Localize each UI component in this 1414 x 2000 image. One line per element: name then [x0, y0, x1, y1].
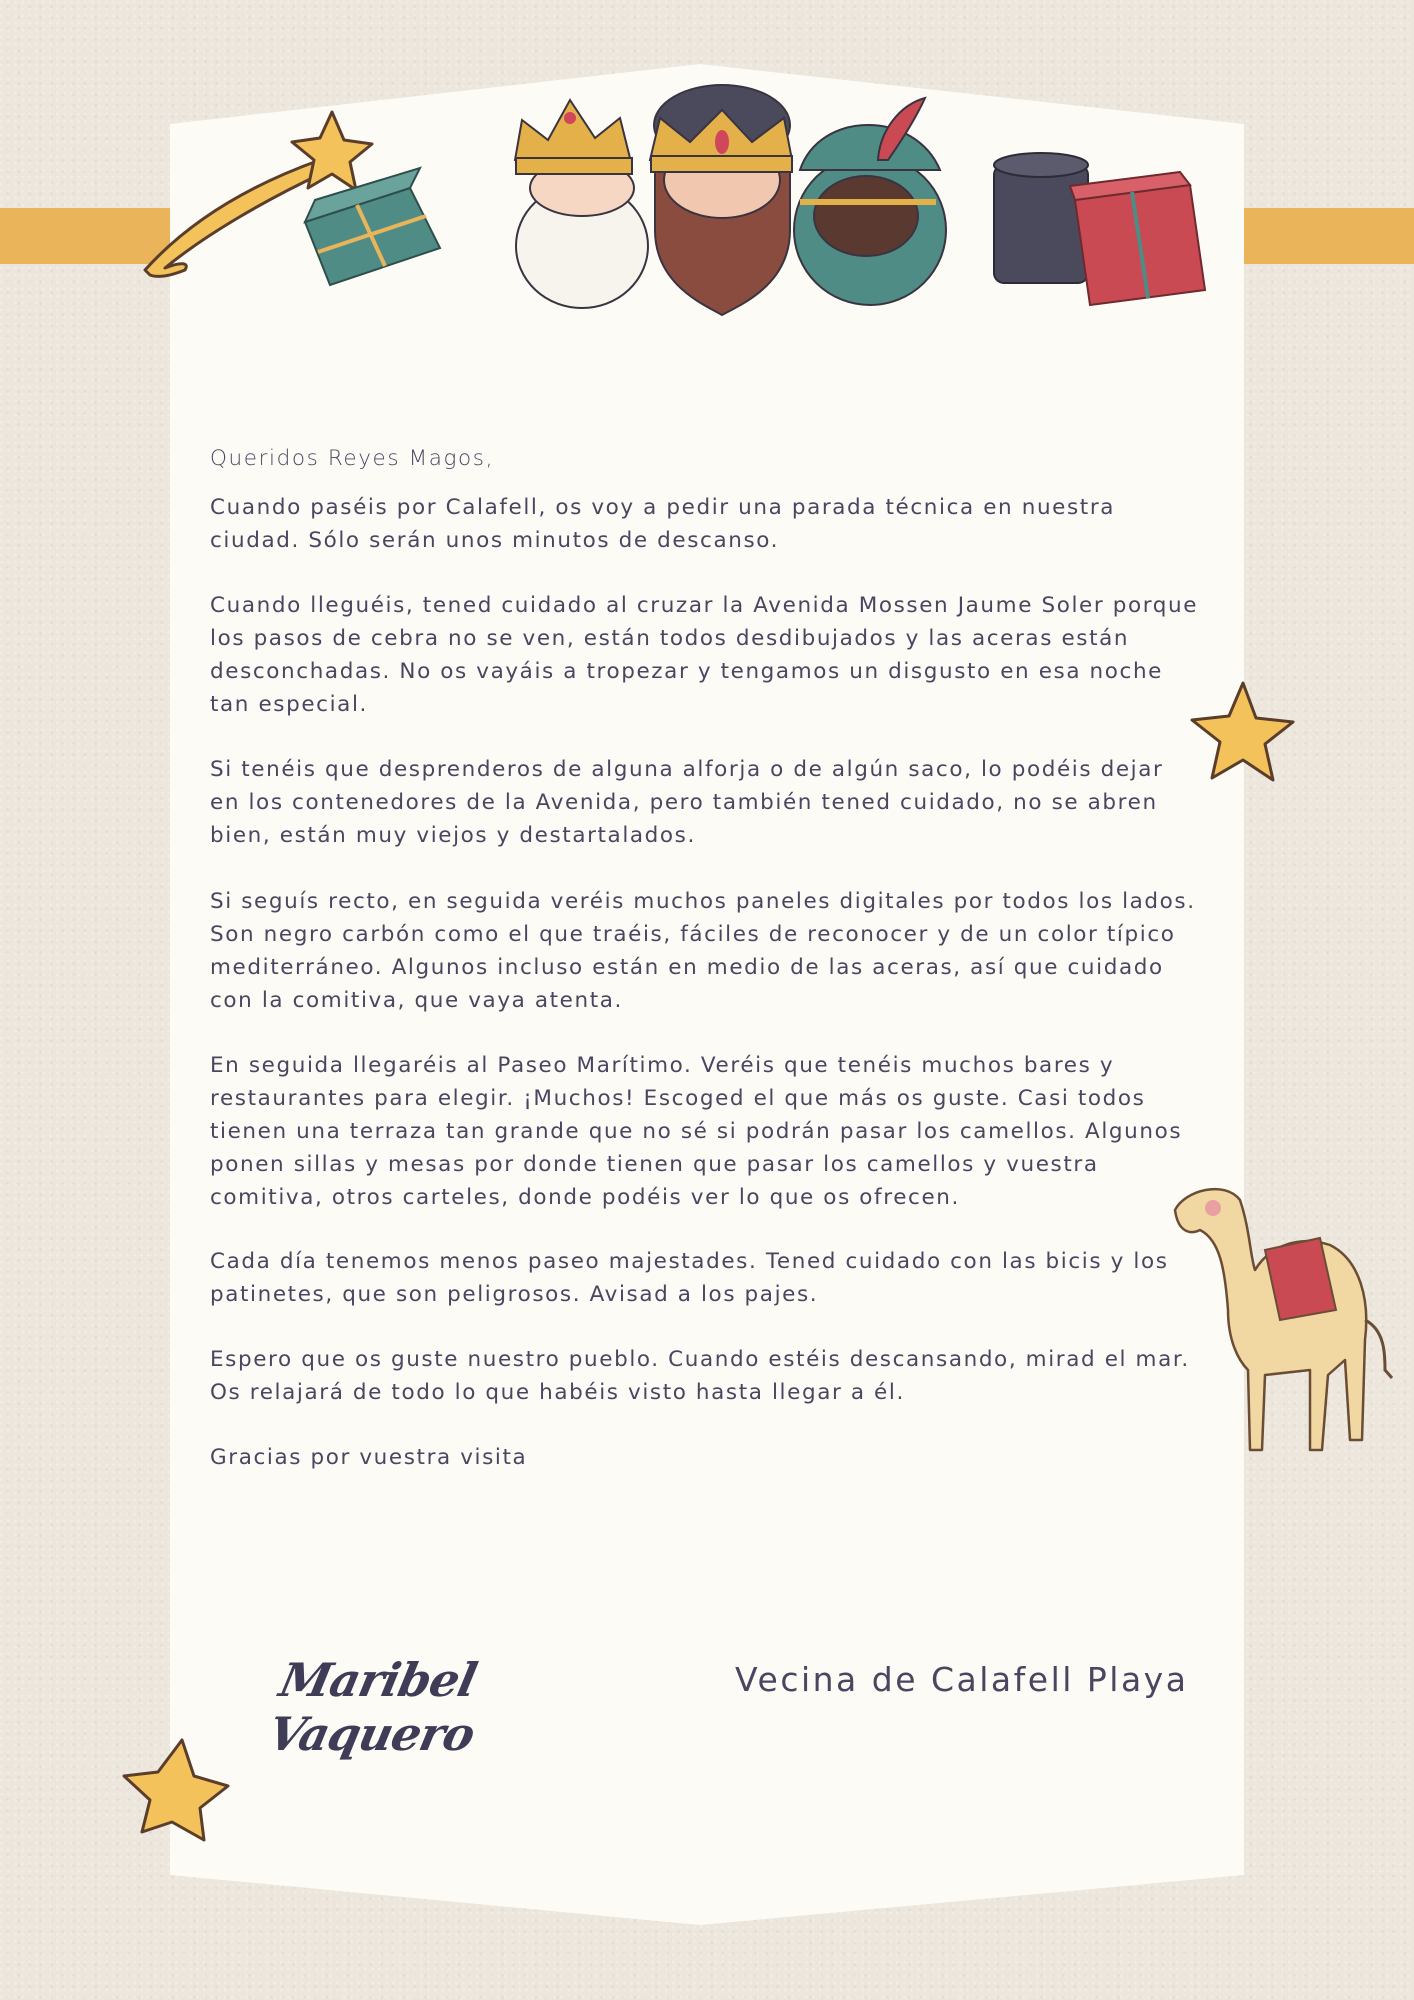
letter-closing: Gracias por vuestra visita [210, 1445, 528, 1470]
letter-paragraph: Espero que os guste nuestro pueblo. Cuando estéis descansando, mirad el mar. Os relajará de todo lo que habéis visto hasta llegar a él. [210, 1347, 1190, 1405]
letter-paragraph: Si seguís recto, en seguida veréis muchos paneles digitales por todos los lados. Son negro carbón como el que traéis, fáciles de reconocer y de un color típico mediterráneo. Algunos incluso están en medio de las aceras, así que cuidado con la comitiva, que vaya atenta. [210, 889, 1196, 1013]
letter-greeting: Queridos Reyes Magos, [210, 446, 495, 471]
letter-paragraph: Cuando lleguéis, tened cuidado al cruzar la Avenida Mossen Jaume Soler porque los pasos de cebra no se ven, están todos desdibujados y las aceras están desconchadas. No os vayáis a tropezar y tengamos un disgusto en esa noche tan especial. [210, 593, 1199, 717]
letter-paragraph: Si tenéis que desprenderos de alguna alforja o de algún saco, lo podéis dejar en los contenedores de la Avenida, pero también tened cuidado, no se abren bien, están muy viejos y destartalados. [210, 757, 1164, 848]
letter-paragraph: Cuando paséis por Calafell, os voy a pedir una parada técnica en nuestra ciudad. Sólo serán unos minutos de descanso. [210, 495, 1116, 553]
signature [263, 1645, 595, 1761]
signer-role: Vecina de Calafell Playa [735, 1660, 1189, 1699]
letter-paragraph: Cada día tenemos menos paseo majestades. Tened cuidado con las bicis y los patinetes, que son peligrosos. Avisad a los pajes. [210, 1249, 1169, 1307]
letter-paragraph: En seguida llegaréis al Paseo Marítimo. Veréis que tenéis muchos bares y restaurantes para elegir. ¡Muchos! Escoged el que más os guste. Casi todos tienen una terraza tan grande que no sé si podrán pasar los camellos. Algunos ponen sillas y mesas por donde tienen que pasar los camellos y vuestra comitiva, otros carteles, donde podéis ver lo que os ofrecen. [210, 1053, 1183, 1210]
signature-name: Maribel Vaquero [263, 1653, 481, 1761]
